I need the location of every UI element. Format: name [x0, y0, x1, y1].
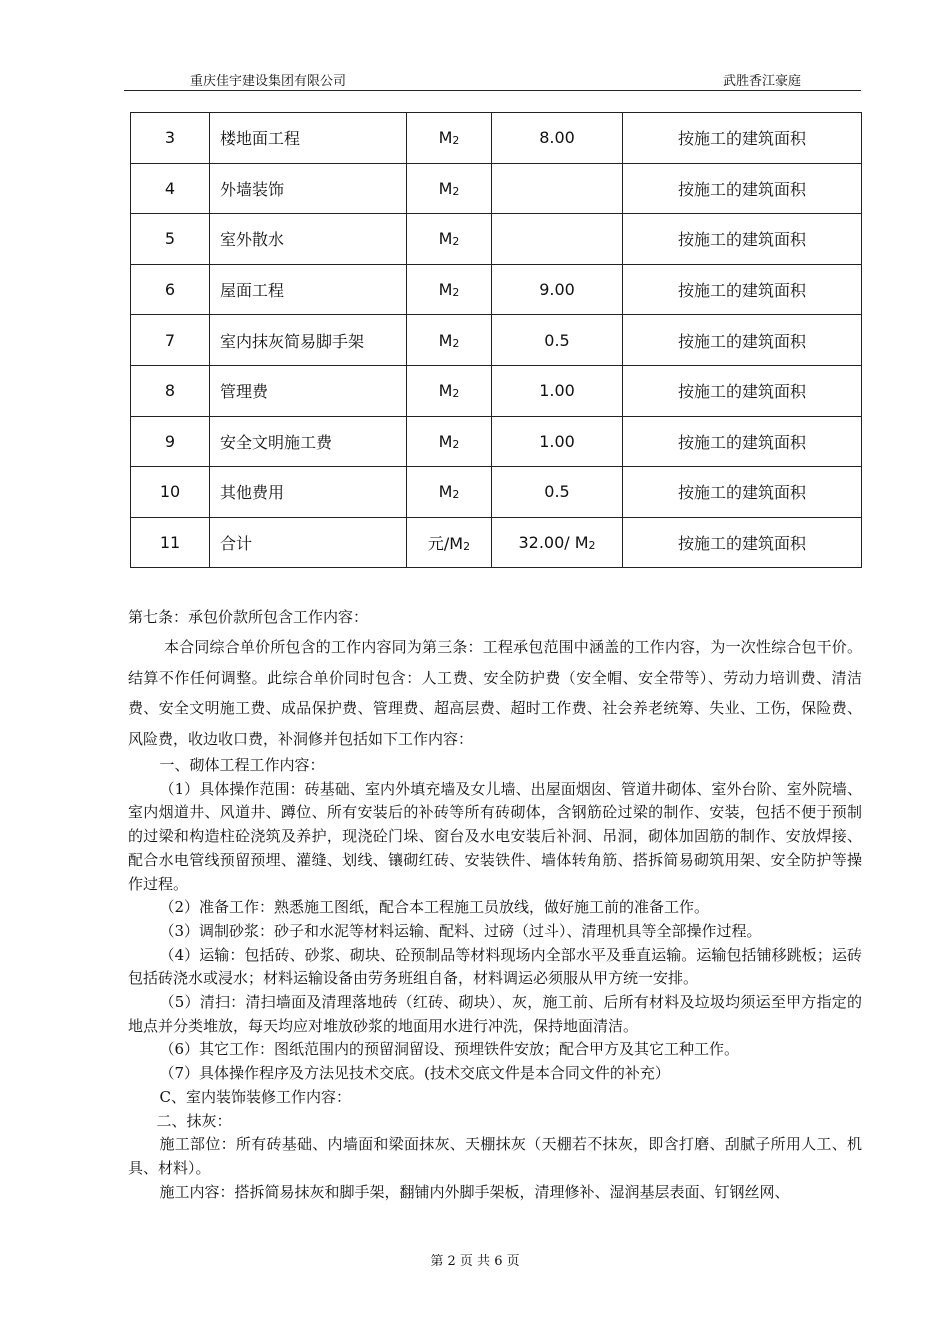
row-unit-subscript: 2 — [452, 387, 460, 401]
row-unit-text: 元/M — [427, 534, 464, 554]
row-unit-text: M — [438, 128, 453, 148]
row-note — [623, 315, 862, 366]
row-price-text: 8.00 — [539, 128, 575, 148]
row-number-text: 9 — [164, 431, 176, 451]
contract-body — [128, 602, 862, 1204]
row-note-text: 按施工的建筑面积 — [677, 179, 806, 199]
row-note-text: 按施工的建筑面积 — [677, 230, 806, 250]
row-unit-text: M — [438, 431, 453, 451]
row-number-text: 7 — [164, 330, 176, 350]
row-price — [492, 517, 623, 568]
masonry-item-7: （7）具体操作程序及方法见技术交底。(技术交底文件是本合同文件的补充） — [159, 1064, 670, 1083]
row-note — [623, 214, 862, 265]
row-unit-subscript: 2 — [452, 184, 460, 198]
row-name-text: 室外散水 — [220, 230, 285, 250]
row-note-text: 按施工的建筑面积 — [677, 483, 806, 503]
table-row — [131, 214, 862, 265]
row-price-text: 9.00 — [539, 280, 575, 300]
row-number — [131, 264, 210, 315]
row-name — [210, 365, 407, 416]
row-name-text: 合计 — [220, 534, 253, 554]
masonry-item-6: （6）其它工作：图纸范围内的预留洞留设、预埋铁件安放；配合甲方及其它工种工作。 — [159, 1040, 740, 1059]
row-name — [210, 163, 407, 214]
row-note — [623, 113, 862, 164]
row-unit — [407, 315, 492, 366]
row-unit-text: M — [438, 482, 453, 502]
row-number-text: 4 — [164, 178, 176, 198]
row-price — [492, 163, 623, 214]
row-note — [623, 416, 862, 467]
row-price-subscript: 2 — [588, 539, 596, 553]
row-unit-subscript: 2 — [452, 286, 460, 300]
row-note-text: 按施工的建筑面积 — [677, 534, 806, 554]
row-number-text: 5 — [164, 229, 176, 249]
row-number — [131, 163, 210, 214]
row-price — [492, 264, 623, 315]
row-price — [492, 315, 623, 366]
row-name — [210, 467, 407, 518]
row-name-text: 其他费用 — [220, 483, 285, 503]
row-unit-text: M — [438, 178, 453, 198]
row-name — [210, 214, 407, 265]
row-name-text: 屋面工程 — [220, 281, 285, 301]
masonry-item-5: （5）清扫：清扫墙面及清理落地砖（红砖、砌块）、灰，施工前、后所有材料及垃圾均须运至甲方指定的地点并分类堆放，每天均应对堆放砂浆的地面用水进行冲洗，保持地面清洁。 — [128, 993, 862, 1035]
table-row — [131, 517, 862, 568]
masonry-item-4: （4）运输：包括砖、砂浆、砌块、砼预制品等材料现场内全部水平及垂直运输。运输包括铺移跳板；运砖包括砖浇水或浸水；材料运输设备由劳务班组自备，材料调运必须服从甲方统一安排。 — [128, 945, 862, 988]
row-note — [623, 517, 862, 568]
row-number — [131, 416, 210, 467]
row-unit-subscript: 2 — [452, 336, 460, 350]
row-name — [210, 517, 407, 568]
row-name-text: 外墙装饰 — [220, 179, 285, 199]
masonry-item-3: （3）调制砂浆：砂子和水泥等材料运输、配料、过磅（过斗）、清理机具等全部操作过程。 — [159, 921, 762, 940]
row-note-text: 按施工的建筑面积 — [677, 432, 806, 452]
page-footer: 第 2 页 共 6 页 — [430, 1254, 520, 1269]
page-header — [124, 70, 861, 91]
row-unit-subscript: 2 — [463, 540, 471, 554]
table-row — [131, 416, 862, 467]
row-price — [492, 214, 623, 265]
row-note — [623, 365, 862, 416]
row-price-text: 1.00 — [539, 431, 575, 451]
row-price-text: 0.5 — [544, 482, 570, 502]
plaster-location: 施工部位：所有砖基础、内墙面和梁面抹灰、天棚抹灰（天棚若不抹灰，即含打磨、刮腻子所用人工、机具、材料）。 — [128, 1135, 862, 1177]
row-name-text: 管理费 — [220, 382, 269, 402]
row-number-text: 8 — [164, 381, 176, 401]
masonry-section — [128, 754, 862, 1204]
row-price-text: 1.00 — [539, 381, 575, 401]
article7-title: 第七条：承包价款所包含工作内容： — [128, 608, 369, 626]
row-note — [623, 163, 862, 214]
row-unit — [407, 517, 492, 568]
row-note-text: 按施工的建筑面积 — [677, 331, 806, 351]
price-table — [130, 112, 862, 568]
row-number — [131, 467, 210, 518]
row-unit-text: M — [438, 229, 453, 249]
table-row — [131, 365, 862, 416]
masonry-title: 一、砌体工程工作内容： — [159, 756, 325, 774]
row-note-text: 按施工的建筑面积 — [677, 382, 806, 402]
plaster-content: 施工内容：搭拆简易抹灰和脚手架，翻铺内外脚手架板，清理修补、湿润基层表面、钉钢丝网、 — [159, 1182, 790, 1201]
row-note-text: 按施工的建筑面积 — [677, 129, 806, 149]
row-name — [210, 113, 407, 164]
row-name — [210, 416, 407, 467]
row-number-text: 6 — [164, 280, 176, 300]
row-number-text: 3 — [164, 128, 176, 148]
row-price — [492, 113, 623, 164]
table-row — [131, 163, 862, 214]
row-unit-text: M — [438, 381, 453, 401]
row-price — [492, 365, 623, 416]
article7-paragraph: 本合同综合单价所包含的工作内容同为第三条：工程承包范围中涵盖的工作内容，为一次性综合包干价。结算不作任何调整。此综合单价同时包含：人工费、安全防护费（安全帽、安全带等）、劳动力培训费、清洁费、安全文明施工费、成品保护费、管理费、超高层费、超时工作费、社会养老统筹、失业、工伤，保险费、风险费，收边收口费，补洞修并包括如下工作内容： — [128, 638, 862, 748]
row-number — [131, 214, 210, 265]
row-name — [210, 264, 407, 315]
masonry-item-1: （1）具体操作范围：砖基础、室内外填充墙及女儿墙、出屋面烟囱、管道井砌体、室外台阶、室外院墙、室内烟道井、风道井、蹲位、所有安装后的补砖等所有砖砌体，含钢筋砼过梁的制作、安装，包括不便于预制的过梁和构造柱砼浇筑及养护，现浇砼门垛、窗台及水电安装后补洞、吊洞，砌体加固筋的制作、安放焊接、配合水电管线预留预埋、灌缝、划线、镶砌红砖、安装铁件、墙体转角筋、搭拆简易砌筑用架、安全防护等操作过程。 — [128, 779, 862, 893]
row-unit — [407, 163, 492, 214]
row-price — [492, 467, 623, 518]
row-price — [492, 416, 623, 467]
row-unit — [407, 416, 492, 467]
row-unit — [407, 264, 492, 315]
row-number — [131, 517, 210, 568]
plaster-title: 二、抹灰： — [156, 1111, 232, 1130]
row-unit-subscript: 2 — [452, 488, 460, 502]
row-name — [210, 315, 407, 366]
section-c-title: C、室内装饰装修工作内容： — [159, 1087, 351, 1106]
masonry-item-2: （2）准备工作：熟悉施工图纸，配合本工程施工员放线，做好施工前的准备工作。 — [159, 898, 710, 917]
table-row — [131, 467, 862, 518]
row-price-text: 0.5 — [544, 330, 570, 350]
row-number — [131, 113, 210, 164]
table-row — [131, 315, 862, 366]
row-name-text: 室内抹灰简易脚手架 — [220, 331, 365, 351]
row-name-text: 楼地面工程 — [220, 129, 301, 149]
row-unit — [407, 365, 492, 416]
row-unit-subscript: 2 — [452, 235, 460, 249]
row-number-text: 11 — [159, 533, 181, 553]
row-name-text: 安全文明施工费 — [220, 432, 333, 452]
row-unit — [407, 467, 492, 518]
row-unit — [407, 214, 492, 265]
row-note-text: 按施工的建筑面积 — [677, 281, 806, 301]
table-row — [131, 113, 862, 164]
row-unit — [407, 113, 492, 164]
row-unit-subscript: 2 — [452, 437, 460, 451]
price-table-body — [131, 113, 862, 568]
row-note — [623, 264, 862, 315]
row-unit-text: M — [438, 280, 453, 300]
header-company: 重庆佳宇建设集团有限公司 — [190, 74, 347, 89]
table-row — [131, 264, 862, 315]
row-note — [623, 467, 862, 518]
row-price-text: 32.00/ M — [518, 533, 589, 553]
row-number — [131, 365, 210, 416]
header-project: 武胜香江豪庭 — [722, 74, 801, 89]
row-unit-subscript: 2 — [452, 134, 460, 148]
row-number-text: 10 — [159, 482, 181, 502]
row-unit-text: M — [438, 330, 453, 350]
row-number — [131, 315, 210, 366]
